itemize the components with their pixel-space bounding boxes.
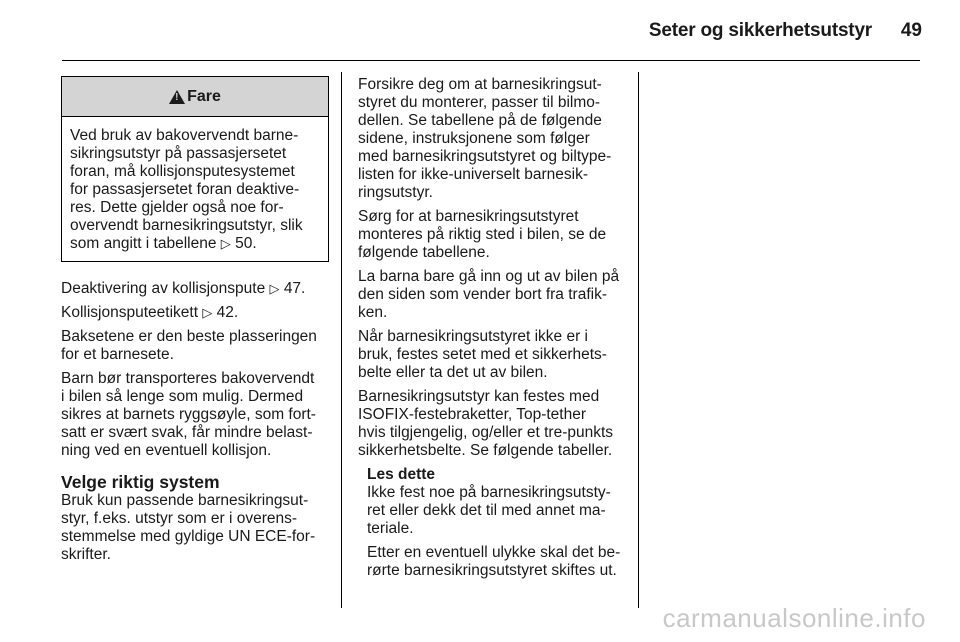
warning-line: Ved bruk av bakovervendt barne- — [70, 127, 299, 144]
paragraph: Sørg for at barnesikringsutstyret monteres på riktig sted i bilen, se de følgende tabellene. — [358, 208, 607, 261]
page-header-title: Seter og sikkerhetsutstyr — [648, 20, 872, 41]
watermark: carmanualsonline.info — [662, 603, 926, 633]
header-divider — [62, 60, 920, 61]
paragraph: Forsikre deg om at barnesikringsut- styret du monterer, passer til bilmo- dellen. Se tabellene på de følgende sidene, instruksjonene som følger med barnesikringsutstyret og biltype- listen for ikke-universelt barnesik- ringsutstyr. — [358, 76, 612, 201]
warning-header — [62, 77, 328, 117]
warning-line: foran, må kollisjonsputesystemet — [70, 163, 295, 180]
page-ref-arrow-icon: ▷ — [202, 305, 213, 320]
danger-warning-box — [61, 76, 329, 262]
warning-line: for passasjersetet foran deaktive- — [70, 181, 300, 198]
column-divider-2 — [638, 72, 639, 608]
warning-body — [62, 117, 328, 261]
reference-line — [61, 280, 329, 298]
page-ref-link[interactable]: 50. — [235, 235, 257, 252]
paragraph: Når barnesikringsutstyret ikke er i bruk, festes setet med et sikkerhets- belte eller ta det ut av bilen. — [358, 328, 607, 381]
reference-text: Deaktivering av kollisjonspute — [61, 280, 266, 297]
reference-line — [61, 304, 329, 322]
page-ref-link[interactable]: 47. — [283, 280, 306, 297]
note-block — [367, 466, 630, 580]
note-paragraph: Etter en eventuell ulykke skal det be- rørte barnesikringsutstyret skiftes ut. — [367, 544, 621, 579]
paragraph: Barnesikringsutstyr kan festes med ISOFIX-festebraketter, Top-tether hvis tilgjengelig, og/eller et tre-punkts sikkerhetsbelte. Se følgende tabeller. — [358, 388, 614, 459]
warning-line: som angitt i tabellene — [70, 235, 217, 252]
column-left — [61, 76, 329, 570]
paragraph: La barna bare gå inn og ut av bilen på den siden som vender bort fra trafik- ken. — [358, 268, 620, 321]
paragraph: Bruk kun passende barnesikringsut- styr, f.eks. utstyr som er i overens- stemmelse med gyldige UN ECE-for- skrifter. — [61, 492, 316, 563]
warning-line: overvendt barnesikringsutstyr, slik — [70, 217, 303, 234]
warning-triangle-icon — [169, 90, 185, 104]
section-heading: Velge riktig system — [61, 472, 220, 492]
paragraph: Baksetene er den beste plasseringen for et barnesete. — [61, 328, 317, 363]
column-middle — [358, 76, 630, 586]
page-number: 49 — [900, 20, 922, 41]
warning-line: res. Dette gjelder også noe for- — [70, 199, 284, 216]
page-ref-arrow-icon: ▷ — [220, 236, 231, 251]
warning-line: sikringsutstyr på passasjersetet — [70, 145, 287, 162]
warning-label: Fare — [187, 87, 221, 105]
paragraph: Barn bør transporteres bakovervendt i bilen så lenge som mulig. Dermed sikres at barnets ryggsøyle, som fort- satt er svært svak, får mindre belast- ning ved en eventuell kollisjon. — [61, 370, 316, 459]
page-ref-arrow-icon: ▷ — [269, 281, 280, 296]
column-divider-1 — [341, 72, 342, 608]
reference-text: Kollisjonsputeetikett — [61, 304, 198, 321]
note-title: Les dette — [367, 466, 436, 483]
note-paragraph: Ikke fest noe på barnesikringsutsty- ret eller dekk det til med annet ma- teriale. — [367, 484, 611, 537]
page-ref-link[interactable]: 42. — [216, 304, 239, 321]
